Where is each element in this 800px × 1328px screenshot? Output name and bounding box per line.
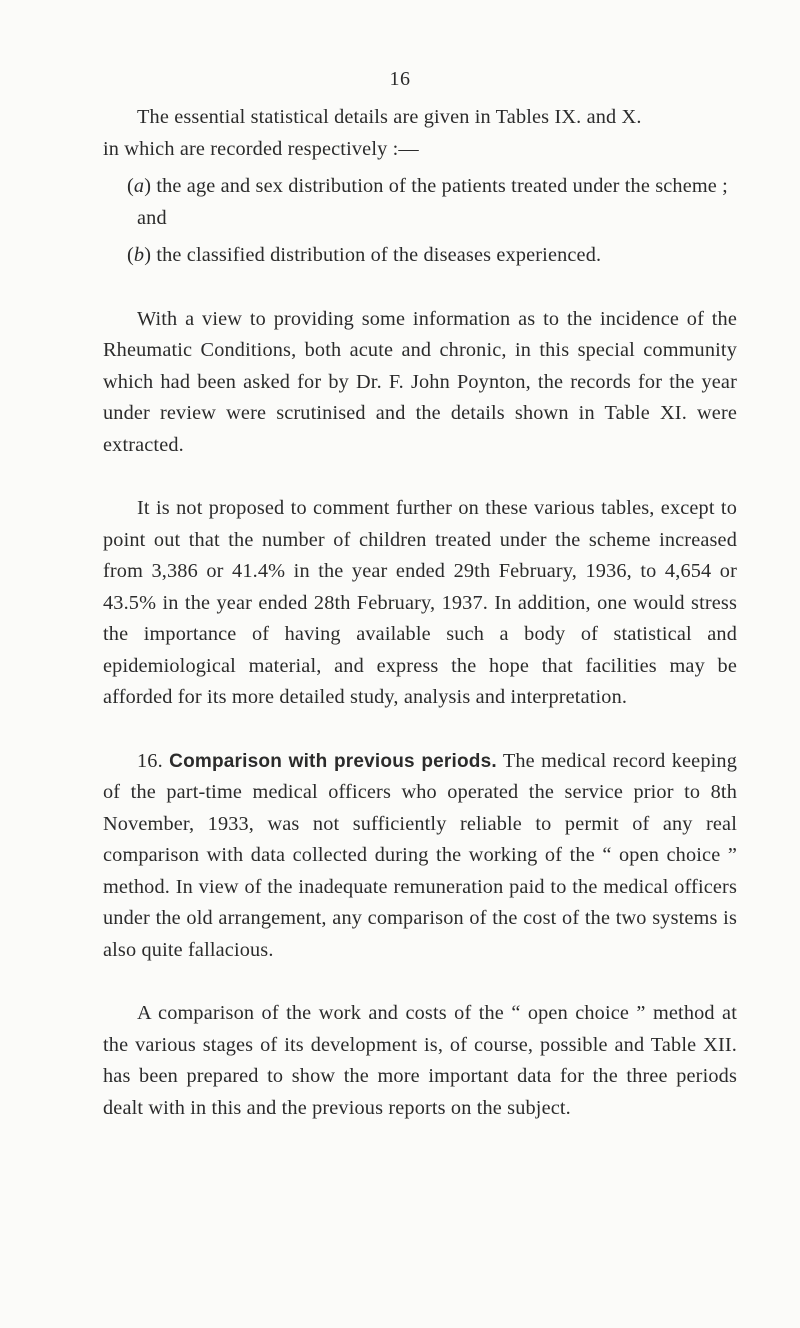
section-heading: Comparison with previous periods. [169,750,497,772]
page-body [103,102,737,1124]
intro-paragraph-continued [103,134,737,166]
list-item-b [103,240,737,272]
list-marker-a: (a) [127,175,152,197]
comparison-text: The medical record keeping of the part-time medical officers who operated the service prior to 8th November, 1933, was not sufficiently reliable to permit of any real comparison with data collected during the working of the “ open choice ” method. In view of the inadequate remuneration paid to the medical officers under the old arrangement, any comparison of the cost of the two systems is also quite fallacious. [103,749,737,961]
section-number: 16. [137,749,163,772]
list-item-a-text: the age and sex distribution of the patients treated under the scheme ; and [137,175,728,229]
list-marker-b: (b) [127,244,152,266]
list-item-a [103,171,737,234]
intro-line-1: The essential statistical details are given in Tables IX. and X. [137,106,642,128]
comparison-paragraph [103,746,737,967]
list-item-b-text: the classified distribution of the diseases experienced. [156,244,602,266]
page-number: 16 [389,68,411,90]
intro-paragraph [103,102,737,134]
rheumatic-paragraph: With a view to providing some information as to the incidence of the Rheumatic Conditions, both acute and chronic, in this special community which had been asked for by Dr. F. John Poynton, the records for the year under review were scrutinised and the details shown in Table XI. were extracted. [103,307,737,456]
comment-paragraph: It is not proposed to comment further on these various tables, except to point out that the number of children treated under the scheme increased from 3,386 or 41.4% in the year ended 29th February, 1936, to 4,654 or 43.5% in the year ended 28th February, 1937. In addition, one would stress the importance of having available such a body of statistical and epidemiological material, and express the hope that facilities may be afforded for its more detailed study, analysis and interpretation. [103,497,737,708]
intro-line-2: in which are recorded respectively :— [103,137,419,160]
work-costs-paragraph: A comparison of the work and costs of the “ open choice ” method at the various stages of its development is, of course, possible and Table XII. has been prepared to show the more important data for the three periods dealt with in this and the previous reports on the subject. [103,1002,737,1119]
